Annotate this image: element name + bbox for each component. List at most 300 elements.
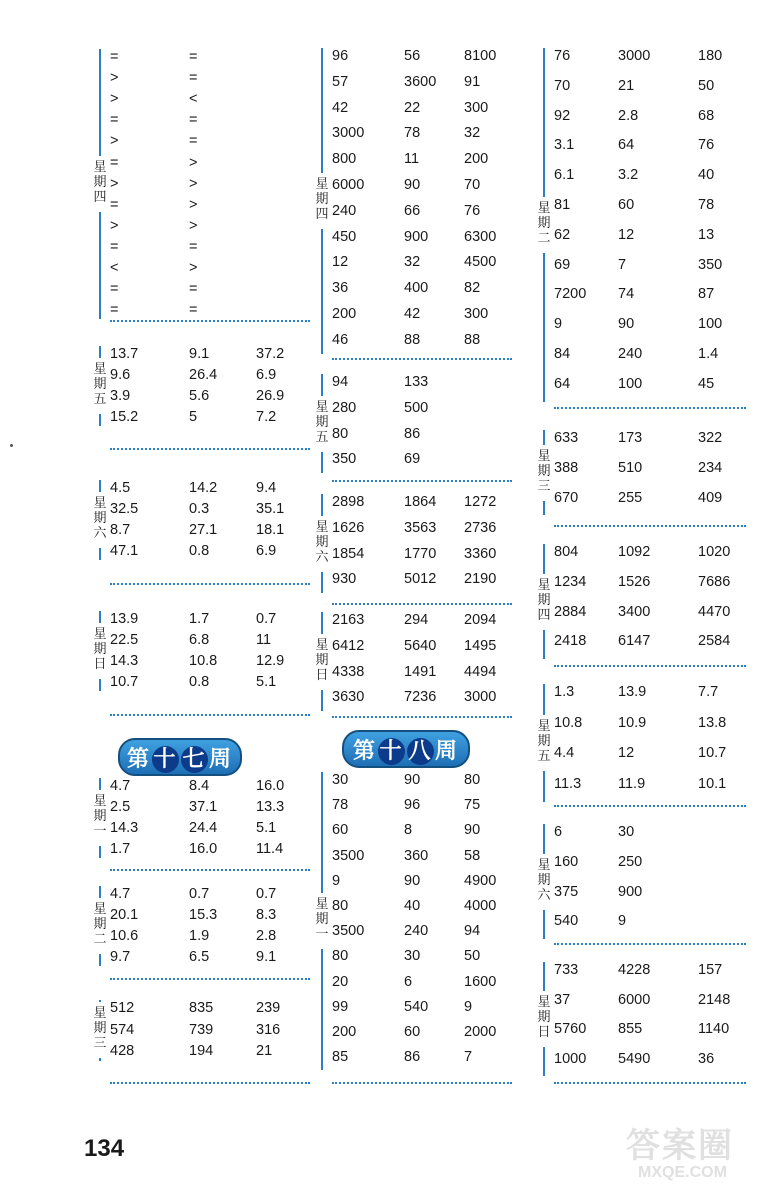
answer-cell: 7200 [554, 286, 587, 303]
answer-cell: 94 [464, 923, 481, 940]
answer-cell: = [189, 238, 198, 255]
day-label: 星 期 五 [315, 399, 329, 445]
answer-cell: 0.7 [256, 611, 277, 627]
answer-cell: 10.7 [110, 674, 139, 691]
answer-cell: 10.7 [698, 745, 727, 761]
answer-cell: 10.9 [618, 714, 647, 731]
day-bar-line [543, 824, 545, 854]
answer-cell: 7 [618, 256, 627, 273]
day-bar-line [543, 253, 545, 402]
answer-cell: 70 [464, 177, 481, 193]
answer-cell: 37.1 [189, 799, 218, 815]
section-divider [110, 869, 310, 871]
answer-cell: 56 [404, 48, 421, 64]
answer-cell: 835 [189, 1000, 214, 1016]
answer-cell: 0.8 [189, 674, 210, 691]
day-bar [90, 776, 110, 860]
answer-cell: 6000 [332, 177, 365, 193]
answer-cell: 4228 [618, 962, 651, 978]
answer-cell: > [189, 217, 198, 234]
day-bar-line [99, 480, 101, 492]
answer-cell: 7 [464, 1049, 473, 1066]
answer-cell: 4900 [464, 872, 497, 889]
day-label: 星 期 日 [537, 995, 551, 1040]
answer-cell: 1770 [404, 545, 437, 562]
answer-cell: 2.5 [110, 799, 131, 815]
answer-cell: 66 [404, 202, 421, 219]
answer-cell: 388 [554, 459, 579, 476]
answer-cell: > [110, 70, 119, 87]
answer-cell: 3.9 [110, 388, 131, 404]
answer-cell: 280 [332, 399, 357, 416]
day-bar-line [321, 772, 323, 893]
week-char: 十 [379, 737, 404, 764]
answer-cell: 180 [698, 48, 723, 64]
answer-cell: 200 [332, 306, 357, 322]
answer-cell: 5640 [404, 637, 437, 654]
answer-cell: 58 [464, 847, 481, 864]
section-divider [332, 1082, 512, 1084]
day-bar-line [321, 612, 323, 634]
answer-cell: 739 [189, 1021, 214, 1038]
answer-cell: 239 [256, 1000, 281, 1016]
day-label: 星 期 一 [315, 897, 329, 943]
day-bar-line [543, 544, 545, 574]
answer-cell: 1.4 [698, 346, 719, 362]
answer-cell: 5.1 [256, 674, 277, 691]
answer-cell: 4494 [464, 663, 497, 680]
day-label: 星 期 四 [315, 176, 329, 222]
answer-cell: 9.1 [256, 949, 277, 965]
answer-cell: 92 [554, 107, 571, 124]
answer-cell: 87 [698, 286, 715, 303]
answer-cell: 6147 [618, 633, 651, 650]
answer-cell: 7236 [404, 689, 437, 706]
day-label: 星 期 二 [93, 902, 107, 947]
section-divider [332, 603, 512, 605]
answer-cell: 4.5 [110, 480, 131, 496]
answer-cell: 6.8 [189, 632, 210, 649]
answer-cell: 6 [554, 824, 563, 840]
answer-cell: < [110, 260, 119, 276]
answer-cell: 30 [404, 948, 421, 965]
answer-cell: 1600 [464, 973, 497, 990]
answer-cell: 3000 [464, 689, 497, 706]
answer-cell: 540 [554, 913, 579, 930]
answer-cell: 14.3 [110, 820, 139, 836]
section-divider [110, 714, 310, 716]
day-bar-line [99, 1000, 101, 1002]
day-bar [312, 372, 332, 475]
day-bar-line [543, 430, 545, 445]
answer-cell: 6.5 [189, 949, 210, 965]
answer-cell: 510 [618, 459, 643, 476]
answer-cell: 633 [554, 430, 579, 446]
answer-cell: 86 [404, 1049, 421, 1066]
answer-cell: 2.8 [256, 928, 277, 944]
answer-cell: 88 [404, 331, 421, 348]
day-bar-line [543, 501, 545, 516]
answer-cell: 20.1 [110, 907, 139, 923]
answer-cell: 2163 [332, 612, 365, 628]
answer-cell: 96 [332, 48, 349, 64]
answer-cell: = [189, 302, 198, 319]
answer-cell: 12.9 [256, 653, 285, 670]
answer-cell: 7.7 [698, 684, 719, 700]
answer-cell: 855 [618, 1021, 643, 1037]
answer-cell: 70 [554, 77, 571, 94]
answer-cell: 2898 [332, 494, 365, 510]
answer-cell: 18.1 [256, 522, 285, 539]
day-label: 星 期 日 [315, 637, 329, 683]
week-18-title [353, 734, 459, 765]
week-char: 八 [408, 737, 433, 764]
day-label: 星 期 五 [537, 719, 551, 764]
day-bar [534, 822, 554, 941]
answer-cell: 78 [332, 797, 349, 814]
answer-cell: 3600 [404, 73, 437, 90]
day-label: 星 期 六 [93, 496, 107, 542]
answer-cell: 9 [332, 872, 341, 889]
answer-cell: = [189, 281, 198, 298]
answer-cell: > [189, 154, 198, 171]
answer-cell: 1234 [554, 573, 587, 590]
answer-cell: 1491 [404, 663, 437, 680]
day-bar [90, 344, 110, 428]
answer-cell: 6412 [332, 637, 365, 654]
answer-cell: 8100 [464, 48, 497, 64]
answer-cell: 13.8 [698, 714, 727, 731]
answer-cell: > [189, 175, 198, 192]
section-divider [554, 665, 746, 667]
answer-cell: 1000 [554, 1050, 587, 1067]
answer-cell: 733 [554, 962, 579, 978]
answer-cell: 2884 [554, 603, 587, 620]
answer-cell: 7.2 [256, 409, 277, 425]
answer-cell: 9.1 [189, 346, 210, 362]
answer-cell: 1626 [332, 519, 365, 536]
answer-cell: 80 [332, 898, 349, 914]
answer-cell: 22.5 [110, 632, 139, 649]
answer-cell: 0.3 [189, 501, 210, 518]
answer-cell: 20 [332, 973, 349, 990]
answer-cell: = [189, 70, 198, 87]
answer-cell: 96 [404, 797, 421, 814]
answer-cell: 194 [189, 1043, 214, 1059]
answer-cell: 90 [404, 772, 421, 788]
answer-cell: 81 [554, 197, 571, 213]
answer-cell: 234 [698, 459, 723, 476]
day-bar-line [99, 846, 101, 858]
answer-cell: 540 [404, 998, 429, 1015]
section-divider [332, 480, 512, 482]
day-bar-line [99, 49, 101, 156]
day-label: 星 期 一 [93, 794, 107, 839]
day-bar [534, 960, 554, 1078]
day-bar-line [543, 48, 545, 197]
answer-cell: 10.6 [110, 928, 139, 944]
answer-cell: 1140 [698, 1021, 730, 1037]
answer-cell: 32 [464, 125, 481, 142]
answer-cell: 255 [618, 489, 643, 506]
answer-cell: 3.2 [618, 167, 639, 184]
answer-cell: 2736 [464, 519, 497, 536]
answer-cell: 1.3 [554, 684, 575, 700]
day-bar-line [321, 494, 323, 516]
answer-cell: 240 [618, 346, 643, 362]
answer-cell: 400 [404, 280, 429, 297]
answer-cell: 11 [256, 632, 272, 649]
day-bar-line [99, 679, 101, 691]
answer-cell: = [189, 49, 198, 65]
day-bar-line [99, 886, 101, 898]
day-bar [312, 492, 332, 595]
answer-cell: > [110, 91, 119, 108]
answer-cell: 13.3 [256, 799, 285, 815]
answer-cell: 1526 [618, 573, 651, 590]
answer-cell: 350 [698, 256, 723, 273]
answer-cell: 4500 [464, 254, 497, 271]
day-bar-line [99, 548, 101, 560]
answer-cell: 84 [554, 346, 571, 362]
week-char: 第 [126, 745, 151, 772]
answer-cell: 11.4 [256, 841, 284, 857]
answer-cell: 8.3 [256, 907, 277, 923]
answer-cell: 0.7 [256, 886, 277, 902]
answer-cell: 35.1 [256, 501, 285, 518]
section-divider [554, 805, 746, 807]
answer-cell: 16.0 [189, 841, 218, 857]
answer-cell: 5012 [404, 571, 437, 588]
answer-cell: 9 [554, 316, 563, 333]
answer-cell: 30 [618, 824, 635, 840]
answer-cell: 45 [698, 375, 715, 392]
answer-cell: 90 [404, 872, 421, 889]
answer-cell: 10.1 [698, 775, 727, 792]
answer-cell: 91 [464, 73, 481, 90]
answer-cell: 930 [332, 571, 357, 588]
answer-cell: = [189, 133, 198, 150]
answer-cell: 8.4 [189, 778, 210, 794]
answer-cell: 3500 [332, 923, 365, 940]
answer-cell: 50 [464, 948, 481, 965]
day-bar-line [99, 778, 101, 790]
answer-cell: 64 [618, 137, 635, 154]
answer-cell: 78 [698, 197, 715, 213]
answer-cell: 76 [698, 137, 715, 154]
answer-cell: 3360 [464, 545, 497, 562]
section-divider [554, 943, 746, 945]
week-char: 第 [352, 737, 377, 764]
answer-cell: 68 [698, 107, 715, 124]
day-bar-line [99, 212, 101, 319]
section-divider [332, 358, 512, 360]
answer-cell: = [110, 112, 119, 129]
answer-cell: 7686 [698, 573, 731, 590]
answer-cell: 133 [404, 374, 429, 390]
answer-cell: 82 [464, 280, 481, 297]
answer-cell: 5760 [554, 1021, 587, 1037]
answer-cell: = [110, 49, 119, 65]
answer-cell: 2418 [554, 633, 587, 650]
day-bar [90, 884, 110, 968]
answer-cell: 21 [256, 1043, 273, 1059]
answer-cell: 64 [554, 375, 571, 392]
answer-cell: 2148 [698, 991, 731, 1008]
answer-cell: 10.8 [189, 653, 218, 670]
section-divider [110, 448, 310, 450]
answer-cell: 40 [404, 898, 421, 914]
answer-cell: 60 [404, 1024, 421, 1040]
section-divider [332, 716, 512, 718]
answer-cell: 14.3 [110, 653, 139, 670]
day-label: 星 期 日 [93, 627, 107, 673]
answer-cell: 3500 [332, 847, 365, 864]
day-bar-line [543, 962, 545, 991]
answer-cell: 360 [404, 847, 429, 864]
week-17-banner [118, 738, 242, 776]
day-bar-line [99, 346, 101, 358]
day-label: 星 期 五 [93, 362, 107, 407]
answer-cell: = [110, 196, 119, 213]
day-bar [312, 610, 332, 713]
answer-cell: 900 [404, 228, 429, 245]
answer-cell: 57 [332, 73, 349, 90]
answer-cell: 240 [404, 923, 429, 940]
day-label: 星 期 四 [93, 160, 107, 206]
answer-cell: 69 [554, 256, 571, 273]
answer-cell: 2.8 [618, 107, 639, 124]
day-label: 星 期 六 [315, 519, 329, 565]
answer-cell: 2094 [464, 612, 497, 628]
answer-cell: 24.4 [189, 820, 218, 836]
answer-cell: 10.8 [554, 714, 583, 731]
day-bar-line [543, 910, 545, 940]
day-label: 星 期 三 [93, 1006, 107, 1052]
answer-cell: 1272 [464, 494, 497, 510]
day-bar [534, 428, 554, 517]
answer-cell: 80 [332, 948, 349, 965]
answer-cell: 13.9 [110, 611, 139, 627]
scan-speck [10, 444, 13, 447]
answer-cell: 294 [404, 612, 429, 628]
day-bar [90, 998, 110, 1063]
answer-cell: 22 [404, 99, 421, 116]
answer-cell: 574 [110, 1021, 135, 1038]
answer-cell: 800 [332, 151, 357, 168]
answer-cell: 5.1 [256, 820, 277, 836]
watermark-text: 答案圈 [626, 1126, 734, 1166]
answer-cell: 5490 [618, 1050, 651, 1067]
day-bar-line [543, 771, 545, 802]
watermark-logo [620, 1118, 760, 1196]
week-18-banner [342, 730, 470, 768]
answer-cell: 12 [618, 745, 635, 761]
answer-cell: 6 [404, 973, 413, 990]
answer-cell: 50 [698, 77, 715, 94]
answer-cell: 27.1 [189, 522, 218, 539]
section-divider [110, 320, 310, 322]
week-char: 周 [209, 745, 234, 772]
answer-cell: 76 [464, 202, 481, 219]
answer-cell: 4.7 [110, 886, 131, 902]
answer-cell: 62 [554, 226, 571, 243]
answer-cell: 500 [404, 399, 429, 416]
answer-cell: 90 [464, 822, 481, 839]
answer-cell: 512 [110, 1000, 135, 1016]
day-bar-line [99, 611, 101, 623]
day-bar [534, 46, 554, 404]
answer-cell: > [189, 196, 198, 213]
answer-cell: 804 [554, 544, 579, 560]
answer-cell: 322 [698, 430, 723, 446]
answer-cell: 3000 [332, 125, 365, 142]
answer-cell: 15.2 [110, 409, 139, 425]
day-label: 星 期 三 [537, 448, 551, 494]
answer-cell: 80 [332, 425, 349, 442]
watermark-url: MXQE.COM [638, 1164, 727, 1181]
answer-cell: 90 [618, 316, 635, 333]
answer-cell: 90 [404, 177, 421, 193]
answer-cell: 36 [698, 1050, 715, 1067]
answer-cell: = [110, 281, 119, 298]
answer-cell: > [189, 260, 198, 276]
answer-cell: 37 [554, 991, 571, 1008]
answer-cell: 250 [618, 853, 643, 870]
day-bar-line [99, 414, 101, 426]
answer-cell: 85 [332, 1049, 349, 1066]
day-bar-line [321, 48, 323, 173]
week-char: 十 [153, 745, 178, 772]
day-bar-line [321, 452, 323, 474]
answer-cell: 11.9 [618, 775, 646, 792]
answer-cell: 428 [110, 1043, 135, 1059]
answer-cell: 13 [698, 226, 715, 243]
day-bar [90, 609, 110, 693]
answer-cell: 78 [404, 125, 421, 142]
answer-cell: 160 [554, 853, 579, 870]
answer-cell: 1864 [404, 494, 437, 510]
answer-cell: < [189, 91, 198, 108]
day-bar [312, 46, 332, 356]
answer-cell: = [110, 154, 119, 171]
day-bar-line [543, 1047, 545, 1076]
answer-cell: 1092 [618, 544, 651, 560]
answer-cell: 74 [618, 286, 635, 303]
answer-cell: = [110, 302, 119, 319]
answer-cell: 6.9 [256, 543, 277, 560]
answer-cell: = [110, 238, 119, 255]
day-bar-line [99, 1058, 101, 1060]
answer-cell: 375 [554, 883, 579, 900]
answer-cell: 3400 [618, 603, 651, 620]
day-bar [312, 770, 332, 1072]
answer-cell: = [189, 112, 198, 129]
answer-cell: 86 [404, 425, 421, 442]
answer-cell: 80 [464, 772, 481, 788]
answer-cell: 0.8 [189, 543, 210, 560]
answer-cell: 69 [404, 451, 421, 468]
answer-cell: > [110, 175, 119, 192]
answer-cell: 30 [332, 772, 349, 788]
section-divider [554, 407, 746, 409]
answer-cell: 1.9 [189, 928, 210, 944]
day-bar [534, 682, 554, 804]
answer-cell: 5 [189, 409, 198, 425]
answer-cell: 40 [698, 167, 715, 184]
answer-cell: 14.2 [189, 480, 218, 496]
answer-cell: 1495 [464, 637, 497, 654]
